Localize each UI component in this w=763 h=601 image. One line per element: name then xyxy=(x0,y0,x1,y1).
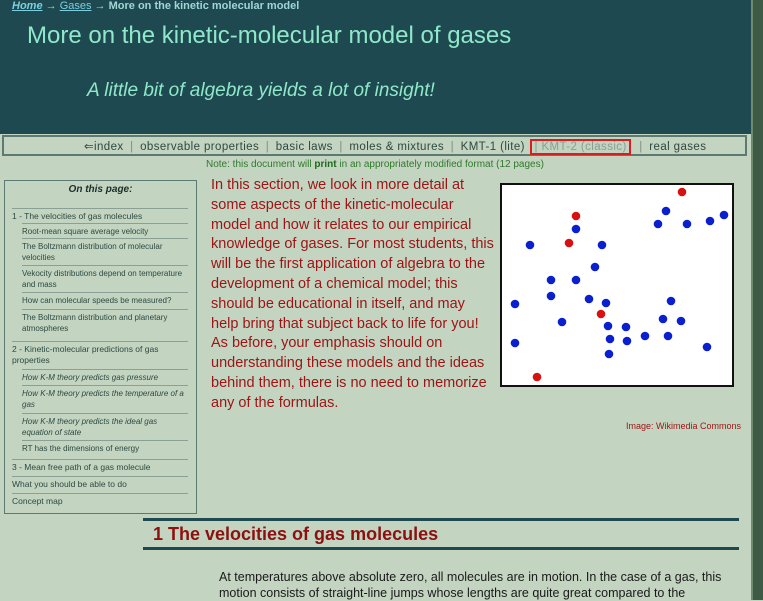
nav-separator: | xyxy=(130,141,134,153)
blue-molecule-dot xyxy=(558,318,567,327)
blue-molecule-dot xyxy=(591,263,600,272)
blue-molecule-dot xyxy=(604,322,613,331)
toc-link-measuring-speeds[interactable]: How can molecular speeds be measured? xyxy=(22,292,188,306)
red-molecule-dot xyxy=(533,373,542,382)
breadcrumb-home-link[interactable]: Home xyxy=(12,0,43,12)
nav-index-link[interactable]: ⇐index xyxy=(84,141,124,153)
nav-separator: | xyxy=(265,141,270,153)
toc-link-rms-velocity[interactable]: Root-mean square average velocity xyxy=(22,223,188,237)
blue-molecule-dot xyxy=(547,292,556,301)
blue-molecule-dot xyxy=(547,276,556,285)
blue-molecule-dot xyxy=(659,315,668,324)
breadcrumb-gases-link[interactable]: Gases xyxy=(59,0,92,12)
blue-molecule-dot xyxy=(598,241,607,250)
toc-link-concept-map[interactable]: Concept map xyxy=(12,493,188,507)
toc-link-planetary-atmospheres[interactable]: The Boltzmann distribution and planetary atmospheres xyxy=(22,309,188,334)
blue-molecule-dot xyxy=(677,317,686,326)
nav-basic-laws-link[interactable]: basic laws xyxy=(275,141,333,153)
blue-molecule-dot xyxy=(585,295,594,304)
toc-link-boltzmann-distribution[interactable]: The Boltzmann distribution of molecular velocities xyxy=(22,238,188,263)
blue-molecule-dot xyxy=(667,297,676,306)
toc-link-gas-temperature[interactable]: How K-M theory predicts the temperature of a gas xyxy=(22,385,188,410)
toc-link-rt-energy[interactable]: RT has the dimensions of energy xyxy=(22,440,188,454)
nav-separator: | xyxy=(450,141,455,153)
print-note xyxy=(206,159,544,170)
toc-link-gas-pressure[interactable]: How K-M theory predicts gas pressure xyxy=(22,369,188,383)
blue-molecule-dot xyxy=(602,299,611,308)
blue-molecule-dot xyxy=(720,211,729,220)
blue-molecule-dot xyxy=(641,332,650,341)
blue-molecule-dot xyxy=(572,225,581,234)
blue-molecule-dot xyxy=(654,220,663,229)
print-note-bold: print xyxy=(314,159,337,170)
blue-molecule-dot xyxy=(606,335,615,344)
nav-kmt2-current: | KMT-2 (classic) xyxy=(530,139,630,155)
toc-link-objectives[interactable]: What you should be able to do xyxy=(12,476,188,490)
toc-link-ideal-gas-equation[interactable]: How K-M theory predicts the ideal gas equation of state xyxy=(22,413,188,438)
blue-molecule-dot xyxy=(511,300,520,309)
nav-observable-properties-link[interactable]: observable properties xyxy=(140,141,260,153)
print-note-text: Note: this document will xyxy=(206,159,315,170)
toc-link-section-1[interactable]: 1 - The velocities of gas molecules xyxy=(12,208,188,222)
print-note-text-end: in an appropriately modified format (12 pages) xyxy=(336,159,544,170)
blue-molecule-dot xyxy=(662,207,671,216)
red-molecule-dot xyxy=(597,310,606,319)
blue-molecule-dot xyxy=(605,350,614,359)
breadcrumb-arrow: → xyxy=(94,0,106,12)
blue-molecule-dot xyxy=(526,241,535,250)
blue-molecule-dot xyxy=(683,220,692,229)
breadcrumb-current: More on the kinetic molecular model xyxy=(108,0,300,12)
nav-separator: | xyxy=(339,141,343,153)
page-subtitle: A little bit of algebra yields a lot of insight! xyxy=(87,80,435,101)
blue-molecule-dot xyxy=(664,332,673,341)
gas-molecules-animation xyxy=(500,183,734,387)
page-header xyxy=(0,0,751,134)
table-of-contents xyxy=(4,180,197,514)
nav-separator: | xyxy=(639,141,643,153)
blue-molecule-dot xyxy=(706,217,715,226)
blue-molecule-dot xyxy=(511,339,520,348)
section-1-title: 1 The velocities of gas molecules xyxy=(153,524,439,544)
breadcrumb-arrow: → xyxy=(45,0,57,12)
nav-kmt1-link[interactable]: KMT-1 (lite) xyxy=(460,141,525,153)
page-right-border xyxy=(751,0,763,600)
page-title: More on the kinetic-molecular model of gases xyxy=(27,22,512,49)
blue-molecule-dot xyxy=(622,323,631,332)
toc-link-section-2[interactable]: 2 - Kinetic-molecular predictions of gas properties xyxy=(12,341,188,366)
red-molecule-dot xyxy=(565,239,574,248)
toc-title: On this page: xyxy=(68,184,133,195)
nav-moles-mixtures-link[interactable]: moles & mixtures xyxy=(349,141,445,153)
intro-paragraph: In this section, we look in more detail at some aspects of the kinetic-molecular model and how it relates to our empirical knowledge of gases. For most students, this will be the first application of algebra to the development of a chemical model; this should be educational in itself, and may help bring that subject back to life for you! As before, your emphasis should on understanding these models and the ideas behind them, there is no need to memorize any of the formulas. xyxy=(211,177,494,411)
red-molecule-dot xyxy=(678,188,687,197)
section-1-heading xyxy=(143,518,739,550)
toc-link-section-3[interactable]: 3 - Mean free path of a gas molecule xyxy=(12,459,188,473)
figure-caption: Image: Wikimedia Commons xyxy=(626,421,742,431)
nav-real-gases-link[interactable]: real gases xyxy=(649,141,707,153)
blue-molecule-dot xyxy=(572,276,581,285)
gas-molecules-canvas xyxy=(502,185,732,385)
blue-molecule-dot xyxy=(703,343,712,352)
breadcrumb xyxy=(12,0,299,12)
blue-molecule-dot xyxy=(623,337,632,346)
section-1-text: At temperatures above absolute zero, all molecules are in motion. In the case of a gas, this motion consists of straight-line jumps whose lengths are quite great compared to the xyxy=(219,570,722,600)
topic-nav-bar xyxy=(2,135,747,156)
toc-link-velocity-distributions[interactable]: Vekocity distributions depend on temperature and mass xyxy=(22,265,188,290)
red-molecule-dot xyxy=(572,212,581,221)
